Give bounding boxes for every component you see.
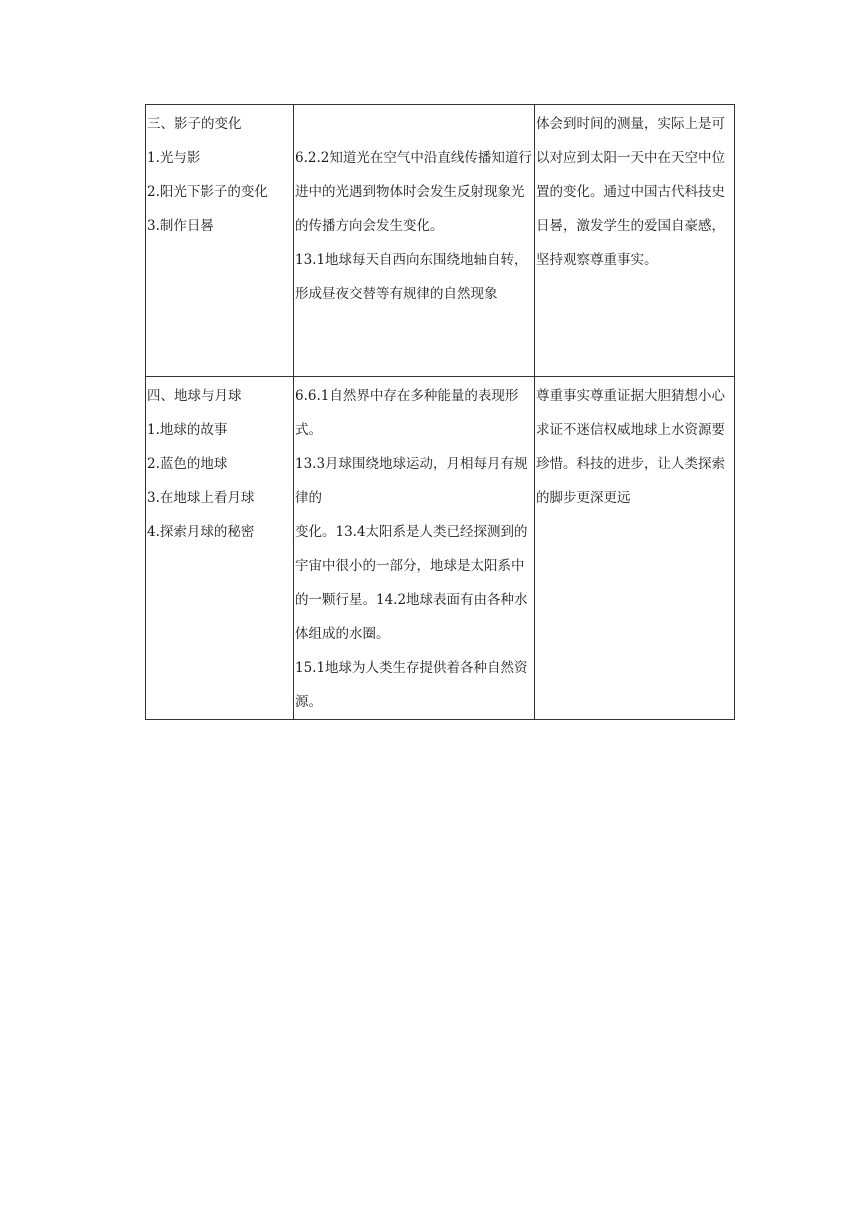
unit-cell <box>146 105 294 377</box>
lesson-item: 3.制作日晷 <box>147 218 214 234</box>
lesson-item: 4.探索月球的秘密 <box>147 524 255 540</box>
goal-text: 体会到时间的测量，实际上是可以对应到太阳一天中在天空中位置的变化。通过中国古代科技史日晷，激发学生的爱国自豪感，坚持观察尊重事实。 <box>536 116 725 268</box>
curriculum-table <box>145 104 735 720</box>
standard-text: 13.1地球每天自西向东围绕地轴自转，形成昼夜交替等有规律的自然现象 <box>295 252 528 302</box>
lesson-item: 1.地球的故事 <box>147 422 228 438</box>
table-row <box>146 377 735 720</box>
standards-cell <box>294 105 535 377</box>
lesson-item: 1.光与影 <box>147 150 201 166</box>
standard-text: 变化。13.4太阳系是人类已经探测到的宇宙中很小的一部分，地球是太阳系中的一颗行星。14.2地球表面有由各种水体组成的水圈。 <box>295 524 528 642</box>
table-row <box>146 105 735 377</box>
standards-cell <box>294 377 535 720</box>
standard-text: 6.2.2知道光在空气中沿直线传播知道行进中的光遇到物体时会发生反射现象光的传播方向会发生变化。 <box>295 150 532 234</box>
goal-text: 尊重事实尊重证据大胆猜想小心求证不迷信权威地球上水资源要珍惜。科技的进步，让人类探索的脚步更深更远 <box>536 388 725 506</box>
unit-cell <box>146 377 294 720</box>
standard-text: 15.1地球为人类生存提供着各种自然资源。 <box>295 660 528 710</box>
lesson-item: 2.阳光下影子的变化 <box>147 184 268 200</box>
standard-text: 6.6.1自然界中存在多种能量的表现形式。 <box>295 388 519 438</box>
standard-text: 13.3月球围绕地球运动，月相每月有规律的 <box>295 456 528 506</box>
unit-title: 三、影子的变化 <box>147 116 242 132</box>
lesson-item: 2.蓝色的地球 <box>147 456 228 472</box>
goals-cell <box>535 377 735 720</box>
unit-title: 四、地球与月球 <box>147 388 242 404</box>
goals-cell <box>535 105 735 377</box>
lesson-item: 3.在地球上看月球 <box>147 490 255 506</box>
